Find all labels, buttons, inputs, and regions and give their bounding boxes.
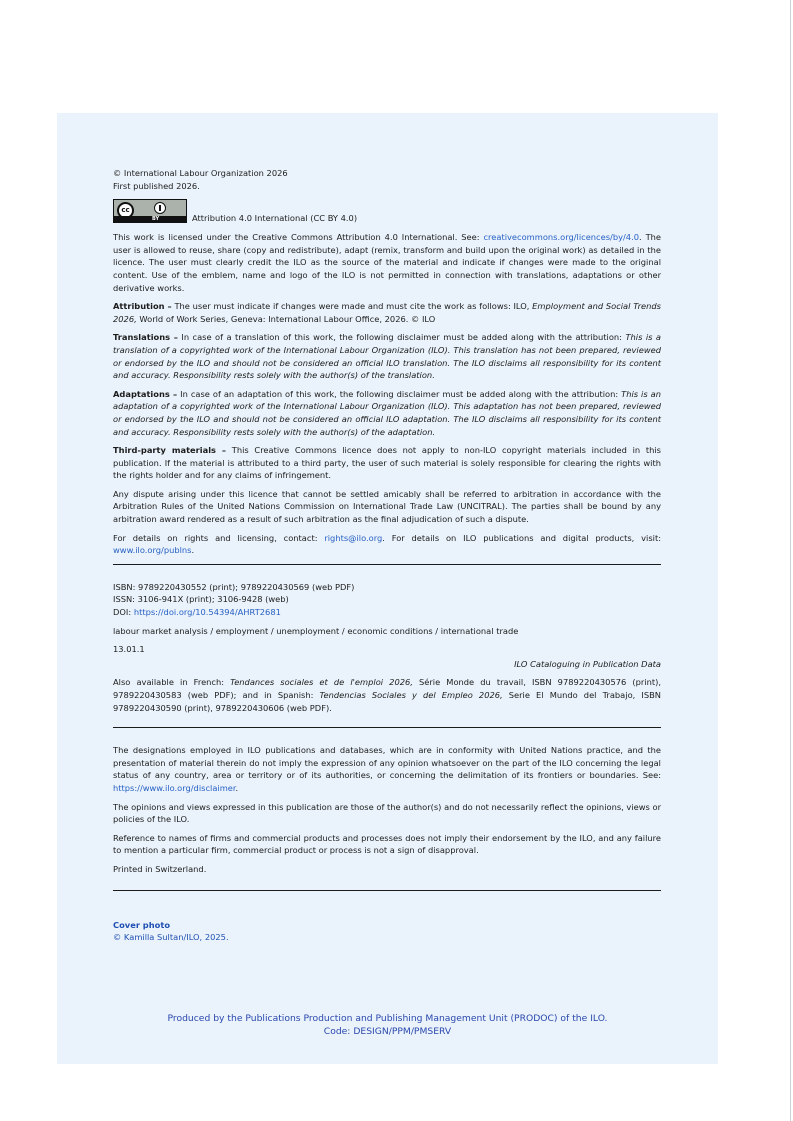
adaptations-paragraph (113, 388, 661, 438)
classification-code: 13.01.1 (113, 644, 145, 655)
licence-paragraph (113, 231, 661, 294)
attribution-title: Employment and Social Trends 2026, (113, 301, 661, 324)
disclaimer-link[interactable]: https://www.ilo.org/disclaimer (113, 782, 236, 793)
adaptations-heading: Adaptations – (113, 388, 178, 399)
also-text-b: Série Monde du travail, ISBN 9789220430576 (print), 9789220430583 (web PDF); and in Spanish: (113, 677, 661, 700)
designations-paragraph (113, 744, 661, 794)
cover-photo-title: Cover photo (113, 919, 171, 930)
person-icon (154, 202, 166, 214)
page-edge-rule (790, 0, 791, 1121)
attribution-heading: Attribution – (113, 301, 172, 312)
isbn-block (113, 581, 661, 619)
copyright-block (113, 167, 661, 192)
translations-disclaimer: This is a translation of a copyrighted work of the International Labour Organization (ILO). This translation has not been prepared, reviewed or endorsed by the ILO and should not be considered an official ILO translation. The ILO disclaims all responsibility for its content and accuracy. Responsibility rests solely with the author(s) of the translation. (113, 332, 661, 381)
adaptations-text: In case of an adaptation of this work, the following disclaimer must be added along with the attribution: (177, 388, 622, 399)
dispute-paragraph: Any dispute arising under this licence that cannot be settled amicably shall be referred to arbitration in accordance with the Arbitration Rules of the United Nations Commission on International Trade Law (UNCITRAL). The parties shall be bound by any arbitration award rendered as a result of such arbitration as the final adjudication of such a dispute. (113, 488, 661, 525)
badge-by-text: BY (152, 216, 160, 223)
french-title: Tendances sociales et de l'emploi 2026, (230, 677, 413, 688)
publications-link[interactable]: www.ilo.org/publns (113, 545, 192, 556)
cover-photo-credit (113, 919, 661, 944)
contact-text-c: . (191, 545, 195, 556)
divider (113, 890, 661, 891)
translations-text: In case of a translation of this work, the following disclaimer must be added along with the attribution: (177, 332, 626, 343)
keywords-line: labour market analysis / employment / unemployment / economic conditions / international trade (113, 625, 519, 636)
copyright-line: © International Labour Organization 2026 (113, 168, 288, 178)
attribution-paragraph (113, 300, 661, 325)
cc-by-badge-icon (113, 199, 187, 223)
divider (113, 564, 661, 565)
rights-email-link[interactable]: rights@ilo.org (324, 532, 383, 543)
designations-text: The designations employed in ILO publications and databases, which are in conformity with United Nations practice, and the presentation of material therein do not imply the expression of any opinion whatsoever on the part of the ILO concerning the legal status of any country, area or territory or of its authorities, or concerning the delimitation of its frontiers or boundaries. See: (113, 745, 661, 781)
also-text-c: Serie El Mundo del Trabajo, ISBN 9789220430590 (print), 9789220430606 (web PDF). (113, 690, 661, 713)
doi-line (113, 606, 661, 619)
attribution-text-b: World of Work Series, Geneva: International Labour Office, 2026. © ILO (136, 313, 436, 324)
imprint-content (113, 167, 661, 944)
production-code-line: Code: DESIGN/PPM/PMSERV (323, 1025, 452, 1037)
designations-text-end: . (235, 782, 239, 793)
production-unit-line: Produced by the Publications Production and Publishing Management Unit (PRODOC) of the ILO. (167, 1013, 608, 1024)
badge-band (114, 216, 186, 222)
production-note (57, 1013, 718, 1038)
contact-text-b: . For details on ILO publications and digital products, visit: (382, 532, 662, 543)
third-party-paragraph (113, 444, 661, 482)
divider (113, 727, 661, 728)
cover-photo-credit-line: © Kamilla Sultan/ILO, 2025. (113, 932, 229, 943)
first-published-line: First published 2026. (113, 180, 200, 191)
spanish-title: Tendencias Sociales y del Empleo 2026, (319, 690, 503, 700)
cataloguing-label: ILO Cataloguing in Publication Data (514, 658, 661, 669)
adaptations-disclaimer: This is an adaptation of a copyrighted work of the International Labour Organization (ILO). This adaptation has not been prepared, reviewed or endorsed by the ILO and should not be considered an official ILO adaptation. The ILO disclaims all responsibility for its content and accuracy. Responsibility rests solely with the author(s) of the adaptation. (113, 388, 661, 437)
contact-paragraph (113, 532, 661, 557)
translations-paragraph (113, 331, 661, 381)
cc-licence-label: Attribution 4.0 International (CC BY 4.0) (192, 213, 358, 224)
cc-logo-icon: cc (117, 202, 134, 219)
opinions-paragraph: The opinions and views expressed in this publication are those of the author(s) and do not necessarily reflect the opinions, views or policies of the ILO. (113, 801, 661, 825)
isbn-line: ISBN: 9789220430552 (print); 9789220430569 (web PDF) (113, 581, 355, 592)
cc-licence-row (113, 197, 661, 223)
licence-text-a: This work is licensed under the Creative Commons Attribution 4.0 International. See: (113, 232, 484, 243)
doi-label: DOI: (113, 607, 134, 618)
translations-heading: Translations – (113, 332, 178, 343)
doi-link[interactable]: https://doi.org/10.54394/AHRT2681 (133, 607, 281, 618)
also-text-a: Also available in French: (113, 677, 231, 688)
reference-paragraph: Reference to names of firms and commercial products and processes does not imply their endorsement by the ILO, and any failure to mention a particular firm, commercial product or process is not a sign of disapproval. (113, 832, 661, 856)
creativecommons-link[interactable]: creativecommons.org/licences/by/4.0 (483, 232, 640, 243)
contact-text-a: For details on rights and licensing, contact: (113, 532, 325, 543)
also-available-paragraph (113, 676, 661, 714)
attribution-text-a: The user must indicate if changes were made and must cite the work as follows: ILO, (171, 301, 533, 312)
issn-line: ISSN: 3106-941X (print); 3106-9428 (web) (113, 594, 289, 605)
third-party-text: This Creative Commons licence does not apply to non-ILO copyright materials included in this publication. If the material is attributed to a third party, the user of such material is solely responsible for clearing the rights with the rights holder and for any claims of infringement. (113, 445, 662, 481)
licence-text-b: . The user is allowed to reuse, share (copy and redistribute), adapt (remix, transform and build upon the original work) as detailed in the licence. The user must clearly credit the ILO as the source of the material and indicate if changes were made to the original content. Use of the emblem, name and logo of the ILO is not permitted in connection with translations, adaptations or other derivative works. (113, 232, 661, 293)
third-party-heading: Third-party materials – (113, 445, 227, 456)
imprint-panel (57, 113, 718, 1064)
printed-in-line: Printed in Switzerland. (113, 863, 207, 874)
